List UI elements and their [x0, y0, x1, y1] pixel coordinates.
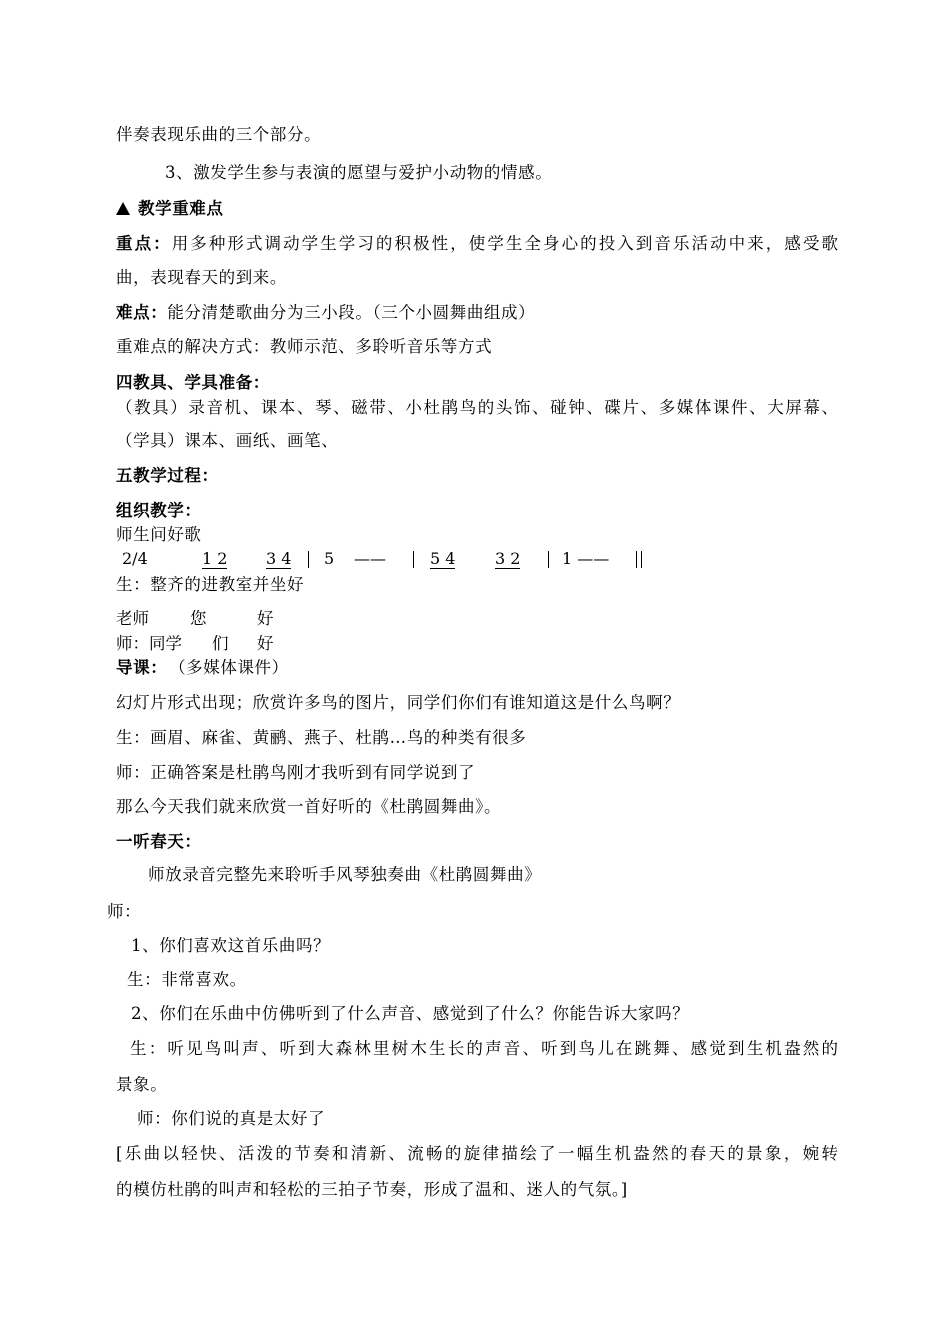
student-birds: 生：画眉、麻雀、黄鹂、燕子、杜鹃…鸟的种类有很多 [116, 728, 527, 747]
heading-process: 五教学过程： [116, 466, 219, 485]
note: 5 [324, 549, 335, 568]
double-bar-line [636, 551, 642, 568]
heading-key-points [116, 199, 224, 219]
text-line: 伴奏表现乐曲的三个部分。 [116, 125, 322, 144]
play-line: 师放录音完整先来聆听手风琴独奏曲《杜鹃圆舞曲》 [148, 865, 542, 884]
objective-3: 3、激发学生参与表演的愿望与爱护小动物的情感。 [165, 163, 553, 182]
time-signature: 2/4 [122, 549, 148, 568]
tools-line-1: （教具）录音机、课本、琴、磁带、小杜鹃鸟的头饰、碰钟、碟片、多媒体课件、大屏幕、 [116, 398, 838, 417]
note: 1 —— [562, 549, 610, 568]
difficulty-line [116, 303, 535, 323]
teacher-praise: 师：你们说的真是太好了 [137, 1109, 326, 1128]
greeting-word: 您 [190, 609, 207, 628]
key-label: 重点： [116, 234, 172, 253]
difficulty-text: 能分清楚歌曲分为三小段。（三个小圆舞曲组成） [167, 303, 536, 322]
note-group: 1 2 [202, 549, 228, 568]
note-group: 3 4 [266, 549, 292, 568]
key-point-line-1 [116, 234, 838, 254]
slide-line: 幻灯片形式出现；欣赏许多鸟的图片，同学们你们有谁知道这是什么鸟啊？ [116, 693, 681, 712]
answer-1: 生：非常喜欢。 [127, 970, 247, 989]
difficulty-label: 难点： [116, 303, 168, 322]
intro-note: （多媒体课件） [177, 658, 289, 677]
student-enter: 生：整齐的进教室并坐好 [116, 575, 305, 594]
heading-tools: 四教具、学具准备： [116, 373, 270, 392]
question-1: 1、你们喜欢这首乐曲吗？ [131, 936, 331, 955]
note-group: 5 4 [430, 549, 456, 568]
greeting-word: 们 [212, 634, 229, 653]
bar-line [548, 551, 549, 568]
greeting-word: 好 [257, 634, 274, 653]
greeting-word: 老师 [116, 609, 149, 628]
greeting-song-title: 师生问好歌 [116, 525, 202, 544]
heading-organize: 组织教学： [116, 501, 202, 520]
answer-2-line-2: 景象。 [116, 1075, 168, 1094]
teacher-label: 师： [107, 902, 142, 921]
dash: —— [354, 549, 386, 568]
key-point-line-2: 曲，表现春天的到来。 [116, 268, 287, 287]
bar-line [413, 551, 414, 568]
intro-label: 导课： [116, 658, 168, 677]
question-2: 2、你们在乐曲中仿佛听到了什么声音、感觉到了什么？你能告诉大家吗？ [131, 1004, 690, 1023]
triangle-icon [116, 202, 130, 215]
today-line: 那么今天我们就来欣赏一首好听的《杜鹃圆舞曲》。 [116, 797, 502, 816]
bar-line [308, 551, 309, 568]
answer-2-line-1: 生：听见鸟叫声、听到大森林里树木生长的声音、听到鸟儿在跳舞、感觉到生机盎然的 [130, 1039, 838, 1058]
greeting-word: 师：同学 [116, 634, 182, 653]
intro-line [116, 658, 289, 678]
teacher-answer: 师：正确答案是杜鹃鸟刚才我听到有同学说到了 [116, 763, 476, 782]
heading-key-points-label: 教学重难点 [138, 199, 224, 218]
note-group: 3 2 [495, 549, 521, 568]
solution-line: 重难点的解决方式：教师示范、多聆听音乐等方式 [116, 337, 493, 356]
key-text: 用多种形式调动学生学习的积极性，使学生全身心的投入到音乐活动中来，感受歌 [171, 234, 839, 253]
heading-listen: 一听春天： [116, 832, 202, 851]
tools-line-2: （学具）课本、画纸、画笔、 [116, 431, 339, 450]
greeting-word: 好 [257, 609, 274, 628]
music-notation [116, 549, 676, 571]
description-line-1: [乐曲以轻快、活泼的节奏和清新、流畅的旋律描绘了一幅生机盎然的春天的景象，婉转 [116, 1144, 838, 1163]
description-line-2: 的模仿杜鹃的叫声和轻松的三拍子节奏，形成了温和、迷人的气氛。] [116, 1180, 628, 1199]
